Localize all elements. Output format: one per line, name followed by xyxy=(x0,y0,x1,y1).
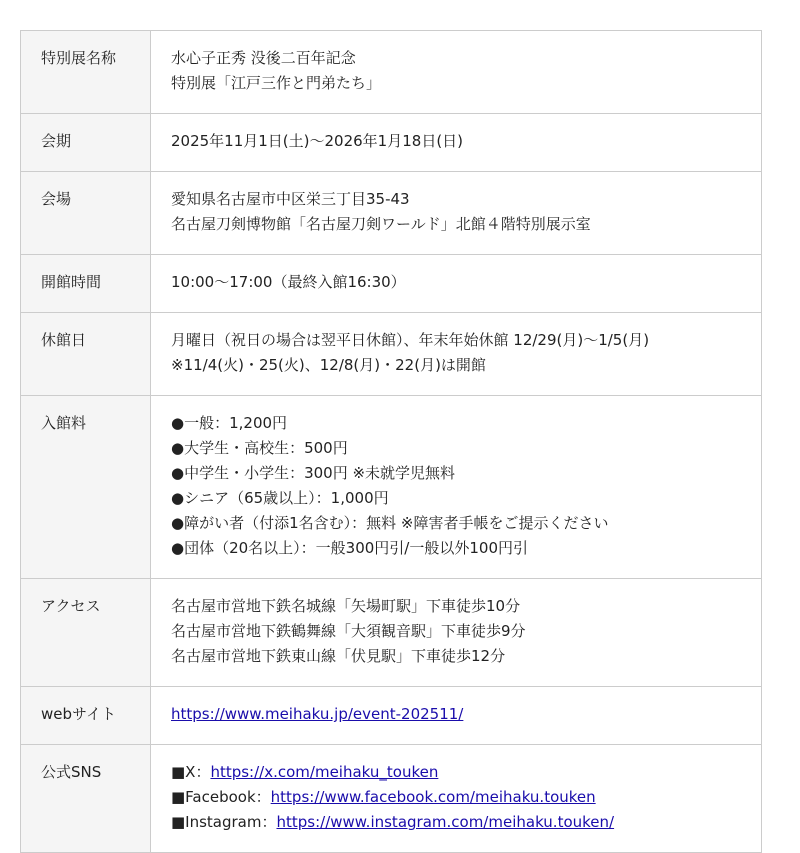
value-line: 名古屋刀剣博物館「名古屋刀剣ワールド」北館４階特別展示室 xyxy=(171,215,591,233)
row-value xyxy=(151,579,762,687)
row-value xyxy=(151,745,762,853)
value-line: 月曜日（祝日の場合は翌平日休館）、年末年始休館 12/29(月)～1/5(月) xyxy=(171,331,650,349)
value-line: ●中学生・小学生：300円 ※未就学児無料 xyxy=(171,464,456,482)
value-line: 2025年11月1日(土)～2026年1月18日(日) xyxy=(171,132,464,150)
value-line: ※11/4(火)・25(火)、12/8(月)・22(月)は開館 xyxy=(171,356,486,374)
value-line: ●団体（20名以上）：一般300円引/一般以外100円引 xyxy=(171,539,528,557)
row-label: 公式SNS xyxy=(21,745,151,853)
row-label: 休館日 xyxy=(21,313,151,396)
exhibition-info xyxy=(20,30,762,853)
website-link[interactable]: https://www.meihaku.jp/event-202511/ xyxy=(171,705,464,723)
row-opening-hours xyxy=(21,255,762,313)
row-closed-days xyxy=(21,313,762,396)
value-line: 水心子正秀 没後二百年記念 xyxy=(171,49,356,67)
row-label: 会期 xyxy=(21,114,151,172)
value-line: 愛知県名古屋市中区栄三丁目35-43 xyxy=(171,190,410,208)
sns-line-x xyxy=(171,760,741,785)
sns-prefix: ■X： xyxy=(171,763,211,781)
row-label: アクセス xyxy=(21,579,151,687)
value-line: ●シニア（65歳以上）：1,000円 xyxy=(171,489,389,507)
sns-line-facebook xyxy=(171,785,741,810)
x-link[interactable]: https://x.com/meihaku_touken xyxy=(210,763,439,781)
row-label: 会場 xyxy=(21,172,151,255)
row-value xyxy=(151,172,762,255)
sns-prefix: ■Facebook： xyxy=(171,788,271,806)
row-value xyxy=(151,255,762,313)
facebook-link[interactable]: https://www.facebook.com/meihaku.touken xyxy=(270,788,596,806)
row-value xyxy=(151,114,762,172)
exhibition-info-table xyxy=(20,30,762,853)
value-line: ●大学生・高校生：500円 xyxy=(171,439,348,457)
row-label: 開館時間 xyxy=(21,255,151,313)
instagram-link[interactable]: https://www.instagram.com/meihaku.touken/ xyxy=(276,813,615,831)
value-line: ●障がい者（付添1名含む）：無料 ※障害者手帳をご提示ください xyxy=(171,514,609,532)
row-official-sns xyxy=(21,745,762,853)
row-exhibition-name xyxy=(21,31,762,114)
row-website xyxy=(21,687,762,745)
value-line xyxy=(171,702,741,727)
row-access xyxy=(21,579,762,687)
value-line: ●一般：1,200円 xyxy=(171,414,288,432)
row-venue xyxy=(21,172,762,255)
value-line: 名古屋市営地下鉄東山線「伏見駅」下車徒歩12分 xyxy=(171,647,506,665)
row-period xyxy=(21,114,762,172)
value-line: 10:00～17:00（最終入館16:30） xyxy=(171,273,406,291)
row-label: webサイト xyxy=(21,687,151,745)
sns-prefix: ■Instagram： xyxy=(171,813,277,831)
value-line: 名古屋市営地下鉄名城線「矢場町駅」下車徒歩10分 xyxy=(171,597,521,615)
sns-line-instagram xyxy=(171,810,741,835)
row-value xyxy=(151,396,762,579)
row-value xyxy=(151,313,762,396)
value-line: 名古屋市営地下鉄鶴舞線「大須観音駅」下車徒歩9分 xyxy=(171,622,526,640)
row-label: 入館料 xyxy=(21,396,151,579)
row-value xyxy=(151,687,762,745)
row-value xyxy=(151,31,762,114)
value-line: 特別展「江戸三作と門弟たち」 xyxy=(171,74,382,92)
row-label: 特別展名称 xyxy=(21,31,151,114)
row-admission xyxy=(21,396,762,579)
